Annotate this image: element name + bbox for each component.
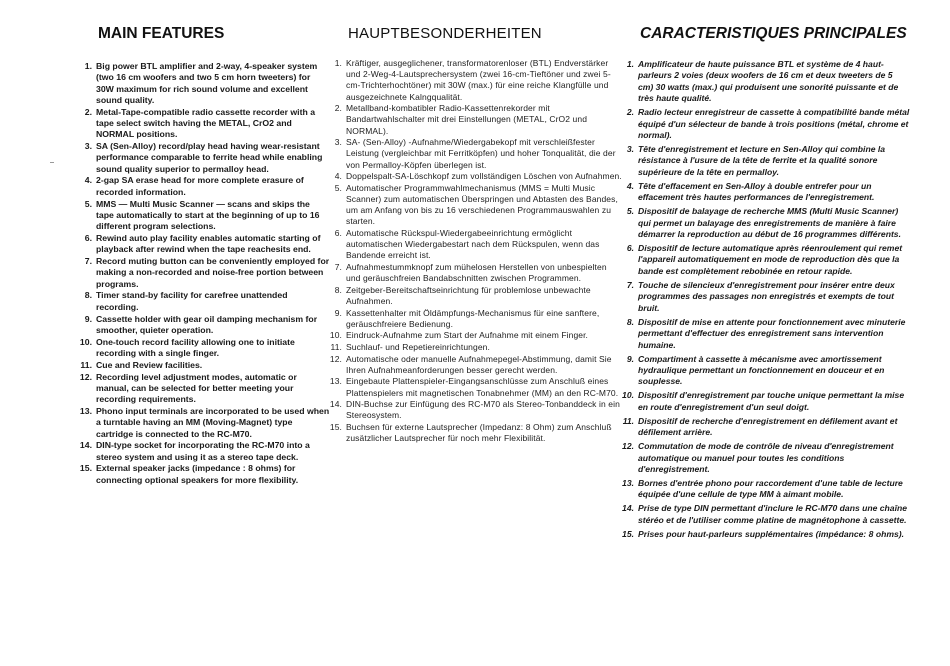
feature-item <box>330 341 622 353</box>
feature-text: SA- (Sen-Alloy) -Aufnahme/Wiedergabekopf mit verschleißfester Leistung (vergleichbar mit Ferritköpfen) und hoher Tonqualität, die der von Permalloy-Köpfen überlegen ist. <box>346 137 616 170</box>
feature-item <box>79 463 330 486</box>
feature-number: 3. <box>84 141 92 152</box>
feature-text: Metal-Tape-compatible radio cassette recorder with a tape select switch having the METAL, CrO2 and NORMAL positions. <box>96 106 316 140</box>
feature-number: 7. <box>626 279 634 290</box>
feature-item <box>626 107 910 141</box>
feature-item <box>622 477 910 501</box>
feature-text: Automatischer Programmwahlmechanismus (MMS = Multi Music Scanner) zum automatischen Überspringen und Abtasten des Bandes, um am Anfang von bis zu 16 verschiedenen Programmauswahlen zu starten. <box>346 182 618 227</box>
feature-item <box>329 353 622 376</box>
feature-text: Automatische oder manuelle Aufnahmepegel-Abstimmung, damit Sie Ihren Aufnahmeanforderungen besser gerecht werden. <box>346 353 612 375</box>
feature-text: Doppelspalt-SA-Löschkopf zum vollständigen Löschen von Aufnahmen. <box>346 171 622 182</box>
feature-item <box>622 503 910 526</box>
feature-number: 12. <box>79 371 92 382</box>
feature-text: Dispositif de lecture automatique après réenroulement qui remet l'appareil automatiquement en mode de reproduction dès que la bande est complètement rebobinée en retour rapide. <box>638 243 903 276</box>
feature-item <box>84 313 330 337</box>
feature-text: Metallband-kombatibler Radio-Kassettenrekorder mit Bandartwahlschalter mit drei Einstellungen (METAL, CrO2 und NORMAL). <box>346 103 588 136</box>
feature-item <box>329 376 622 398</box>
feature-number: 10. <box>79 336 92 347</box>
feature-item <box>329 399 622 421</box>
feature-number: 15. <box>329 421 342 432</box>
feature-text: Dispositif de recherche d'enregistrement en défilement avant et défilement arrière. <box>638 415 898 438</box>
feature-number: 1. <box>334 58 342 68</box>
feature-text: Eingebaute Plattenspieler-Eingangsanschlüsse zum Anschluß eines Plattenspielers mit magnetischen Tonabnehmer (MM) an den RC-M70. <box>346 376 619 398</box>
feature-item <box>79 371 330 406</box>
feature-text: Zeitgeber-Bereitschaftseinrichtung für problemlose unbewachte Aufnahmen. <box>346 284 591 306</box>
feature-text: Phono input terminals are incorporated to be used when a turntable having an MM (Moving-Magnet) type cartridge is connected to the RC-M70. <box>96 405 330 439</box>
feature-text: Dispositif de mise en attente pour fonctionnement avec minuterie permettant d'effectuer des enregistrement sans intervention humaine. <box>638 316 906 350</box>
feature-number: 15. <box>622 528 634 539</box>
feature-item <box>329 421 622 444</box>
feature-item <box>334 182 622 228</box>
feature-number: 1. <box>626 59 634 69</box>
feature-number: 14. <box>329 399 342 410</box>
feature-text: Touche de silencieux d'enregistrement pour insérer entre deux programmes des passages non enregistrés et exempts de tout bruit. <box>638 279 895 313</box>
feature-text: SA (Sen-Alloy) record/play head having wear-resistant performance comparable to ferrite head while enabling sound quality superior to permalloy head. <box>96 141 323 174</box>
feature-item <box>84 290 330 313</box>
feature-text: Commutation de mode de contrôle de niveau d'enregistrement automatique ou manuel pour toutes les conditions d'enregistrement. <box>638 441 894 474</box>
feature-number: 6. <box>334 228 342 238</box>
feature-number: 7. <box>84 256 92 267</box>
feature-text: DIN-Buchse zur Einfügung des RC-M70 als Stereo-Tonbanddeck in ein Stereosystem. <box>346 399 620 421</box>
feature-number: 6. <box>84 232 92 243</box>
feature-text: One-touch record facility allowing one to initiate recording with a single finger. <box>96 336 295 358</box>
feature-text: Automatische Rückspul-Wiedergabeeinrichtung ermöglicht automatischen Wiedergabestart nach dem Rückspulen, wenn das Bandende erreicht ist. <box>346 228 600 261</box>
feature-text: Big power BTL amplifier and 2-way, 4-speaker system (two 16 cm woofers and two 5 cm horn tweeters) for 30W maximum for rich sound volume and excellent sound quality. <box>96 61 318 105</box>
feature-text: Bornes d'entrée phono pour raccordement d'une table de lecture équipée d'une cellule de type MM à aimant mobile. <box>638 477 903 500</box>
feature-number: 9. <box>334 307 342 318</box>
feature-text: Dispositif de balayage de recherche MMS (Multi Music Scanner) qui permet un balayage des enregistrements de manière à faire démarrer la reproduction au début de 16 programmes différents. <box>638 206 901 240</box>
feature-item <box>334 284 622 307</box>
feature-item <box>334 58 622 103</box>
feature-text: Prise de type DIN permettant d'inclure le RC-M70 dans une chaîne stéréo et de l'utiliser comme platine de magnétophone à cassette. <box>638 503 907 525</box>
feature-number: 7. <box>334 262 342 272</box>
feature-text: Radio lecteur enregistreur de cassette à compatibilité bande métal équipé d'un sélecteur de bande à trois positions (métal, chrome et normal). <box>638 107 910 141</box>
feature-number: 9. <box>626 353 634 364</box>
feature-number: 8. <box>84 290 92 301</box>
feature-number: 13. <box>329 376 342 387</box>
english-heading: MAIN FEATURES <box>98 25 225 42</box>
feature-number: 5. <box>334 182 342 193</box>
feature-item <box>626 353 910 388</box>
german-heading: HAUPTBESONDERHEITEN <box>348 25 542 42</box>
feature-item <box>84 256 330 290</box>
feature-item <box>84 175 330 198</box>
feature-item <box>334 171 622 182</box>
scan-mark <box>50 162 54 163</box>
feature-number: 12. <box>329 353 342 364</box>
feature-item <box>626 279 910 314</box>
feature-text: Cassette holder with gear oil damping mechanism for smoother, quieter operation. <box>96 313 318 335</box>
feature-number: 14. <box>622 503 634 514</box>
feature-item <box>334 228 622 262</box>
feature-number: 8. <box>626 316 634 327</box>
feature-item <box>84 61 330 106</box>
feature-number: 9. <box>84 313 92 324</box>
feature-text: Amplificateur de haute puissance BTL et système de 4 haut-parleurs 2 voies (deux woofers de 16 cm et deux tweeters de 5 cm) 30 watts (max.) qui produisent une sonorité puissante et de très haute qualité. <box>638 59 899 104</box>
feature-text: Dispositif d'enregistrement par touche unique permettant la mise en route d'enregistrement d'un seul doigt. <box>638 390 905 412</box>
feature-text: Kassettenhalter mit Öldämpfungs-Mechanismus für eine sanftere, geräuschfreiere Bedienung. <box>346 307 600 329</box>
feature-item <box>626 180 910 204</box>
feature-number: 11. <box>80 359 92 370</box>
feature-text: Eindruck-Aufnahme zum Start der Aufnahme mit einem Finger. <box>346 330 589 341</box>
feature-number: 1. <box>84 61 92 71</box>
feature-number: 11. <box>330 341 342 352</box>
feature-item <box>79 440 330 463</box>
feature-text: Tête d'effacement en Sen-Alloy à double entrefer pour un effacement très hautes performances de l'enregistrement. <box>638 180 875 203</box>
feature-number: 4. <box>334 171 342 182</box>
feature-number: 11. <box>622 415 634 426</box>
feature-number: 10. <box>329 330 342 341</box>
feature-item <box>622 390 910 413</box>
feature-item <box>626 59 910 105</box>
feature-item <box>622 528 910 540</box>
french-feature-list <box>622 59 910 540</box>
feature-item <box>79 405 330 440</box>
feature-item <box>334 103 622 137</box>
feature-number: 12. <box>622 441 634 452</box>
feature-item <box>80 359 330 371</box>
feature-item <box>622 441 910 475</box>
feature-number: 8. <box>334 284 342 295</box>
feature-item <box>334 137 622 171</box>
feature-text: Suchlauf- und Repetiereinrichtungen. <box>346 341 490 352</box>
feature-item <box>84 232 330 256</box>
feature-number: 2. <box>334 103 342 114</box>
feature-text: Aufnahmestummknopf zum mühelosen Herstellen von unbespielten und geräuschfreien Bandabschnitten zwischen Programmen. <box>346 262 607 284</box>
feature-item <box>626 144 910 178</box>
feature-item <box>84 106 330 141</box>
feature-number: 13. <box>622 477 634 488</box>
feature-text: Prises pour haut-parleurs supplémentaires (impédance: 8 ohms). <box>638 528 904 539</box>
feature-item <box>622 415 910 439</box>
feature-number: 10. <box>622 390 634 401</box>
english-feature-list <box>79 61 330 486</box>
feature-item <box>334 307 622 330</box>
feature-text: MMS — Multi Music Scanner — scans and skips the tape automatically to start at the beginning of up to 16 different program selections. <box>96 198 320 232</box>
feature-text: Record muting button can be conveniently employed for making a non-recorded and noise-free portion between programs. <box>96 256 330 289</box>
feature-text: Buchsen für externe Lautsprecher (Impedanz: 8 Ohm) zum Anschluß zusätzlicher Lautsprecher für noch mehr Flexibilität. <box>346 421 612 444</box>
feature-number: 4. <box>626 180 634 191</box>
feature-item <box>84 198 330 233</box>
feature-text: Tête d'enregistrement et lecture en Sen-Alloy qui combine la résistance à l'usure de la tête de ferrite et la qualité sonore supérieure de la tête en permalloy. <box>638 144 886 177</box>
feature-text: External speaker jacks (impedance : 8 ohms) for connecting optional speakers for more flexibility. <box>96 463 299 485</box>
feature-item <box>329 330 622 341</box>
feature-number: 14. <box>79 440 92 451</box>
feature-number: 6. <box>626 243 634 254</box>
feature-number: 5. <box>626 206 634 217</box>
feature-text: Cue and Review facilities. <box>96 359 203 370</box>
feature-text: Kräftiger, ausgeglichener, transformatorenloser (BTL) Endverstärker und 2-Weg-4-Lautsprechersystem (zwei 16-cm-Tieftöner und zwei 5-cm-Trichterhochtöner) mit 30W (max.) für eine reiche Klangfülle und ausgezeichnete Kalngqualität. <box>346 58 611 102</box>
feature-item <box>84 141 330 175</box>
feature-number: 5. <box>84 198 92 209</box>
feature-number: 2. <box>84 106 92 117</box>
feature-text: Recording level adjustment modes, automatic or manual, can be selected for better meeting your recording requirements. <box>96 371 297 405</box>
french-heading: CARACTERISTIQUES PRINCIPALES <box>640 25 907 42</box>
feature-number: 4. <box>84 175 92 186</box>
feature-text: Rewind auto play facility enables automatic starting of playback after rewind when the tape reachesits end. <box>96 232 321 255</box>
feature-number: 13. <box>79 405 92 416</box>
feature-number: 15. <box>79 463 92 474</box>
feature-text: 2-gap SA erase head for more complete erasure of recorded information. <box>96 175 304 197</box>
feature-item <box>334 262 622 284</box>
feature-text: Timer stand-by facility for carefree unattended recording. <box>96 290 288 312</box>
feature-item <box>626 243 910 277</box>
german-feature-list <box>329 58 622 444</box>
feature-number: 2. <box>626 107 634 118</box>
feature-item <box>79 336 330 360</box>
feature-number: 3. <box>626 144 634 155</box>
feature-text: Compartiment à cassette à mécanisme avec amortissement hydraulique permettant un fonctionnement en douceur et en souplesse. <box>638 353 885 387</box>
feature-text: DIN-type socket for incorporating the RC-M70 into a stereo system and using it as a stereo tape deck. <box>96 440 310 462</box>
feature-item <box>626 206 910 240</box>
feature-item <box>626 316 910 351</box>
feature-number: 3. <box>334 137 342 148</box>
